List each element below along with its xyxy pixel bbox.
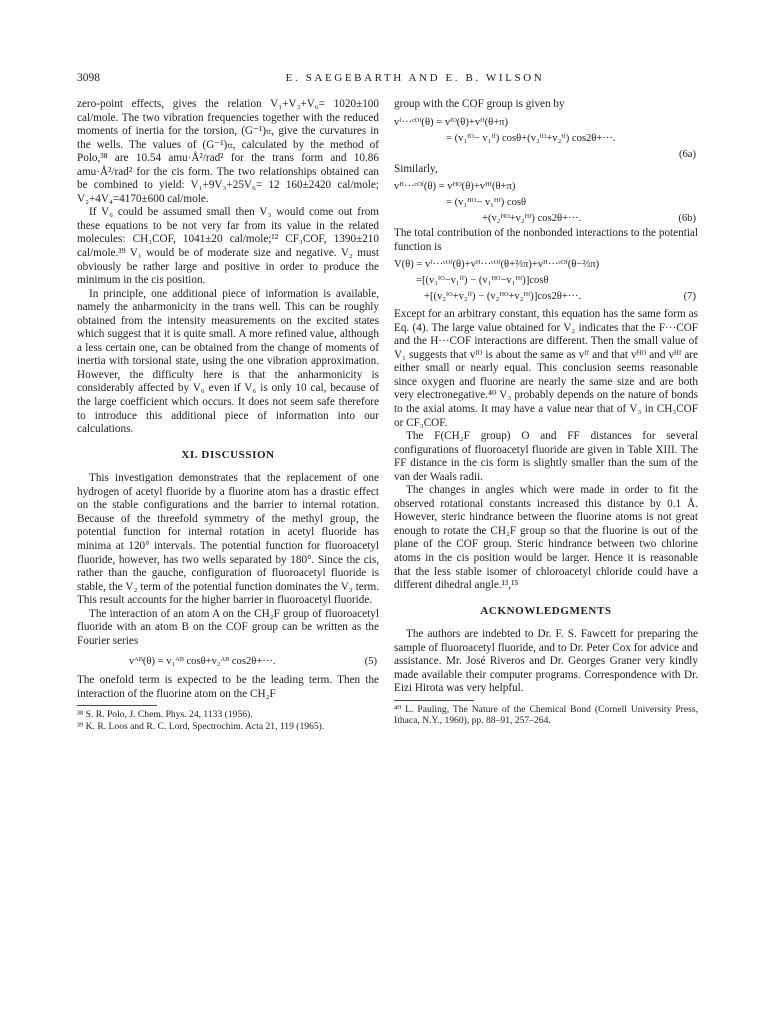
paragraph: Similarly, (394, 162, 438, 175)
running-title: E. SAEGEBARTH AND E. B. WILSON (285, 72, 545, 84)
paragraph: zero-point effects, gives the relation V₁+V₃+V₆= 1020±100 cal/mole. The two vibration frequencies together with the reduced moments of inertia for the torsion, (G⁻¹)ₜₜ, give the curvatures in the wells. The values of (G⁻¹)ₜₜ, calculated by the method of Polo,³⁸ are 10.54 amu·Å²/rad² for the trans form and 10.86 amu·Å²/rad² for the cis form. The two relationships obtained can be combined to yield: V₁+9V₃+25V₆= 12 160±2420 cal/mole; V₂+4V₄=4170±600 cal/mole. (77, 98, 379, 205)
paragraph: This investigation demonstrates that the replacement of one hydrogen of acetyl fluoride by a fluorine atom has a drastic effect on the stable configurations and the barrier to internal rotation. Because of the threefold symmetry of the methyl group, the potential function for internal rotation in acetyl fluoride has minima at 120° intervals. The potential function for fluoroacetyl fluoride, however, has two wells separated by 180°. Since the cis, rather than the gauche, configuration of fluoroacetyl fluoride is stable, the V₂ term of the potential function dominates the V₃ term. This result accounts for the higher barrier in fluoroacetyl fluoride. (77, 472, 379, 607)
paragraph: Except for an arbitrary constant, this equation has the same form as Eq. (4). The large value obtained for V₂ indicates that the F···COF and the H···COF interactions are different. Then the small value of V₁ suggests that vᶠᴼ is about the same as vᶠᶠ and that vᴴᴼ and vᴴᶠ are either small or nearly equal. This conclusion seems reasonable since oxygen and fluorine are nearly the same size and are both very electronegative.⁴⁰ V₃ probably depends on the nature of bonds to the axial atoms. It may have a value near that of V₃ in CH₃COF or CF₃COF. (394, 308, 698, 429)
paragraph: The authors are indebted to Dr. F. S. Fawcett for preparing the sample of fluoroacetyl fluoride, and to Dr. Peter Cox for advice and assistance. Mr. José Riveros and Dr. Georges Graner very kindly made available their computer programs. Correspondence with Dr. Eizi Hirota was very helpful. (394, 628, 698, 695)
footnote-rule (394, 700, 474, 701)
section-heading-discussion: XI. DISCUSSION (181, 448, 275, 461)
footnote-rule (77, 705, 157, 706)
section-heading-acknowledgments: ACKNOWLEDGMENTS (480, 604, 612, 617)
equation-7-line3 (394, 289, 698, 305)
equation-6a-line2 (394, 131, 698, 147)
paragraph: The total contribution of the nonbonded interactions to the potential function is (394, 227, 698, 253)
equation-text: vᶠ···ᶜᴼᶠ(θ) = vᶠᴼ(θ)+vᶠᶠ(θ+π) (394, 116, 509, 128)
equation-text: vᴬᴮ(θ) = v₁ᴬᴮ cosθ+v₂ᴬᴮ cos2θ+···. (129, 656, 276, 668)
equation-text: V(θ) = vᶠ···ᶜᴼᶠ(θ)+vᴴ···ᶜᴼᶠ(θ+⅔π)+vᴴ···ᶜᴼᶠ(θ−⅔π) (394, 259, 600, 271)
paragraph: The F(CH₂F group) O and FF distances for several configurations of fluoroacetyl fluoride are given in Table XIII. The FF distance in the cis form is slightly smaller than the sum of the van der Waals radii. (394, 430, 698, 483)
equation-6a-number (394, 147, 698, 163)
equation-7-line1 (394, 257, 698, 273)
page-number: 3098 (77, 72, 100, 84)
equation-text: +[(v₂ᶠᴼ+v₂ᶠᶠ) − (v₂ᴴᴼ+v₂ᴴᶠ)]cos2θ+···. (424, 291, 582, 303)
equation-6b-line2 (394, 195, 698, 211)
paragraph: In principle, one additional piece of information is available, namely the anharmonicity in the trans well. This can be roughly obtained from the intensity measurements on the excited states which suggest that it is quite small. A more refined value, although a less certain one, can be obtained from the change of moments of inertia with torsional state, using the one vibration approximation. However, the difficulty here is that the anharmonicity is considerably affected by V₆ even if V₆ is only 10 cal, because of the large coefficient which occurs. It does not seem safe therefore to introduce this additional piece of information into our calculations. (77, 287, 379, 436)
equation-7-line2 (394, 273, 698, 289)
paragraph: The changes in angles which were made in order to fit the observed rotational constants increased this distance by 0.1 Å. However, steric hindrance between the fluorine atoms is not great enough to rotate the CH₂F group so that the fluorine is out of the plane of the COF group. Steric hindrance between two chlorine atoms in the cis position would be larger. Hence it is reasonable that the less stable isomer of chloroacetyl chloride could have a different dihedral angle.¹³,¹⁵ (394, 484, 698, 592)
right-column (394, 98, 698, 726)
equation-5 (77, 654, 379, 670)
equation-text: = (v₁ᶠᴼ− v₁ᶠᶠ) cosθ+(v₂ᶠᴼ+v₂ᶠᶠ) cos2θ+···. (446, 132, 616, 144)
paragraph: group with the COF group is given by (394, 98, 565, 110)
footnote: ⁴⁰ L. Pauling, The Nature of the Chemical Bond (Cornell University Press, Ithaca, N.Y., 1960), pp. 88–91, 257–264. (394, 703, 698, 727)
equation-text: vᴴ···ᶜᴼᶠ(θ) = vᴴᴼ(θ)+vᴴᶠ(θ+π) (394, 181, 516, 193)
left-column (77, 98, 379, 732)
paragraph: If V₆ could be assumed small then V₃ would come out from these equations to be not very far from its value in the related molecules: CH₃COF, 1041±20 cal/mole;¹² CF₃COF, 1390±210 cal/mole.³⁹ V₁ would be of moderate size and negative. V₂ must obviously be rather large and positive in order to produce the minimum in the cis position. (77, 206, 379, 287)
equation-6b-line3 (394, 211, 698, 227)
equation-number: (6b) (678, 213, 696, 225)
paragraph: The interaction of an atom A on the CH₂F group of fluoroacetyl fluoride with an atom B on the COF group can be written as the Fourier series (77, 607, 379, 647)
equation-text: = (v₁ᴴᴼ− v₁ᴴᶠ) cosθ (446, 197, 527, 209)
equation-text: +(v₂ᴴᴼ+v₂ᴴᶠ) cos2θ+···. (482, 213, 582, 225)
equation-6b-line1 (394, 179, 698, 195)
equation-6a-line1 (394, 115, 698, 131)
equation-number: (6a) (678, 148, 696, 160)
paragraph: The onefold term is expected to be the leading term. Then the interaction of the fluorine atom on the CH₂F (77, 674, 379, 700)
equation-text: =[(v₁ᶠᴼ−v₁ᶠᶠ) − (v₁ᴴᴼ−v₁ᴴᶠ)]cosθ (416, 275, 549, 287)
equation-number: (7) (683, 291, 696, 303)
equation-number: (5) (364, 656, 377, 668)
footnote: ³⁸ S. R. Polo, J. Chem. Phys. 24, 1133 (1956). (77, 709, 253, 721)
footnote: ³⁹ K. R. Loos and R. C. Lord, Spectrochim. Acta 21, 119 (1965). (77, 720, 325, 732)
